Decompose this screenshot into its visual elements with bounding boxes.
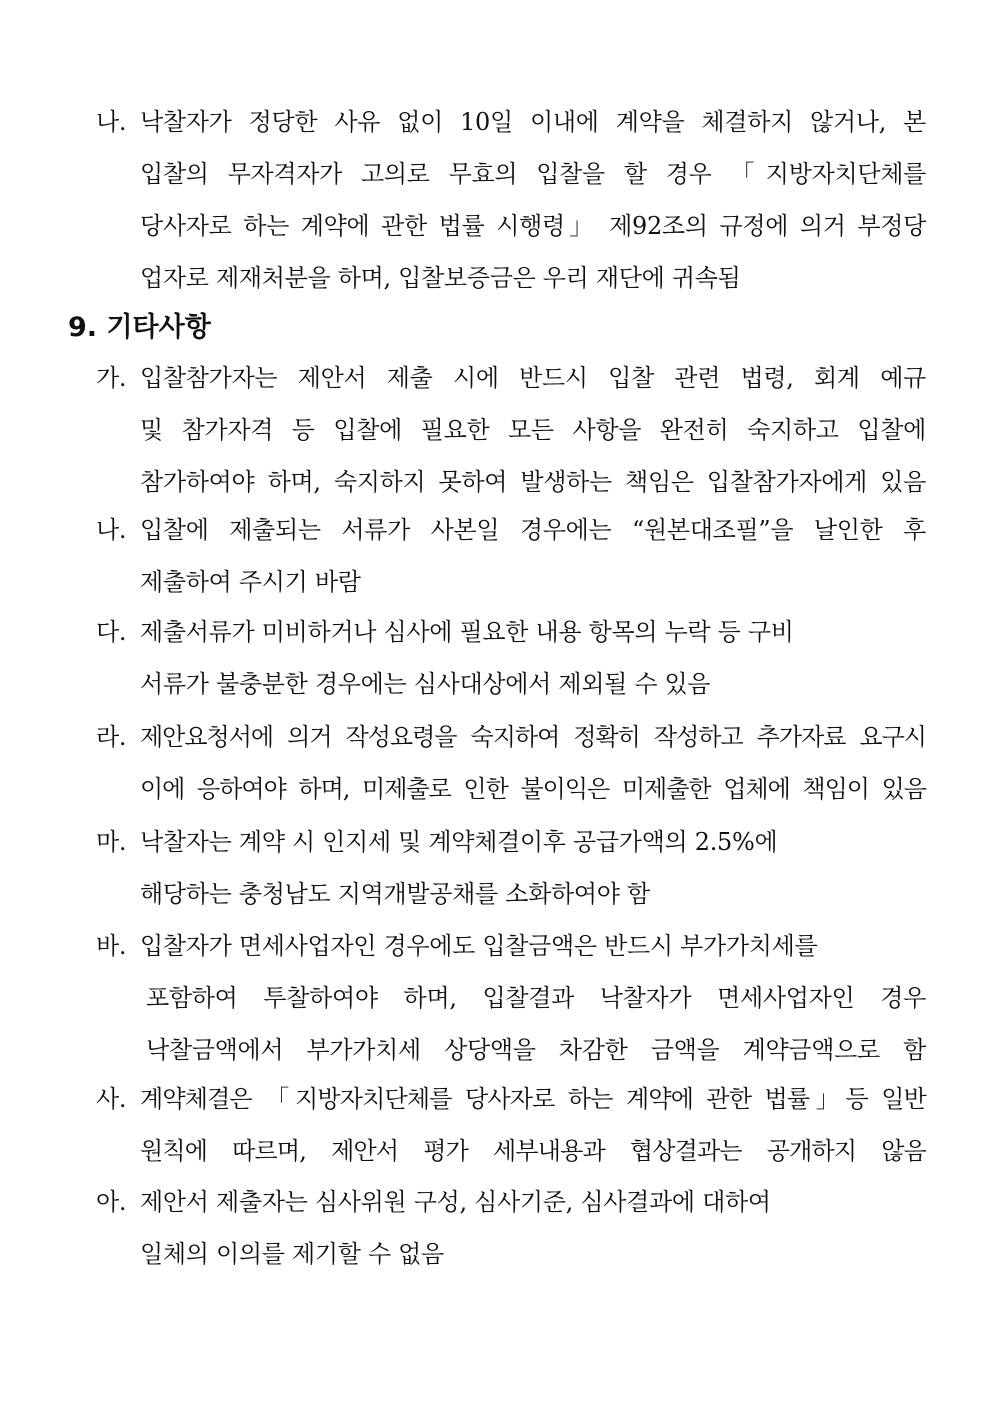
item-ga <box>96 352 926 508</box>
item-line: 이에 응하여야 하며, 미제출로 인한 불이익은 미제출한 업체에 책임이 있음 <box>140 775 926 803</box>
item-line: 및 참가자격 등 입찰에 필요한 모든 사항을 완전히 숙지하고 입찰에 <box>140 416 926 444</box>
item-label: 바. <box>96 932 127 960</box>
item-label: 아. <box>96 1188 127 1216</box>
item-label: 나. <box>96 108 127 136</box>
item-ba <box>96 920 926 1076</box>
item-line: 일체의 이의를 제기할 수 없음 <box>140 1240 444 1268</box>
item-line: 입찰자가 면세사업자인 경우에도 입찰금액은 반드시 부가가치세를 <box>140 932 818 960</box>
item-line: 제안서 제출자는 심사위원 구성, 심사기준, 심사결과에 대하여 <box>140 1188 771 1216</box>
item-line: 원칙에 따르며, 제안서 평가 세부내용과 협상결과는 공개하지 않음 <box>140 1137 926 1165</box>
item-line: 제안요청서에 의거 작성요령을 숙지하여 정확히 작성하고 추가자료 요구시 <box>140 723 926 751</box>
item-line: 입찰참가자는 제안서 제출 시에 반드시 입찰 관련 법령, 회계 예규 <box>140 364 926 392</box>
item-label: 사. <box>96 1085 127 1113</box>
item-label: 마. <box>96 828 127 856</box>
item-line: 참가하여야 하며, 숙지하지 못하여 발생하는 책임은 입찰참가자에게 있음 <box>140 468 926 496</box>
item-line: 제출하여 주시기 바람 <box>140 568 361 596</box>
section-heading: 9. 기타사항 <box>68 312 211 343</box>
item-line: 낙찰자는 계약 시 인지세 및 계약체결이후 공급가액의 2.5%에 <box>140 828 778 856</box>
item-label: 다. <box>96 618 127 646</box>
item-sa <box>96 1073 926 1177</box>
item-line: 제출서류가 미비하거나 심사에 필요한 내용 항목의 누락 등 구비 <box>140 618 794 646</box>
item-line: 낙찰금액에서 부가가치세 상당액을 차감한 금액을 계약금액으로 함 <box>146 1036 926 1064</box>
item-line: 업자로 제재처분을 하며, 입찰보증금은 우리 재단에 귀속됨 <box>140 264 741 292</box>
item-line: 입찰에 제출되는 서류가 사본일 경우에는 “원본대조필”을 날인한 후 <box>140 516 926 544</box>
prev-item-na <box>96 96 926 304</box>
item-line: 낙찰자가 정당한 사유 없이 10일 이내에 계약을 체결하지 않거나, 본 <box>140 108 926 136</box>
item-line: 계약체결은 「지방자치단체를 당사자로 하는 계약에 관한 법률」등 일반 <box>140 1085 926 1113</box>
item-na <box>96 504 926 608</box>
item-ra <box>96 711 926 815</box>
item-line: 해당하는 충청남도 지역개발공채를 소화하여야 함 <box>140 880 650 908</box>
item-a <box>96 1176 926 1280</box>
item-label: 가. <box>96 364 127 392</box>
item-ma <box>96 816 926 920</box>
item-line: 포함하여 투찰하여야 하며, 입찰결과 낙찰자가 면세사업자인 경우 <box>146 984 926 1012</box>
item-line: 입찰의 무자격자가 고의로 무효의 입찰을 할 경우 「지방자치단체를 <box>140 160 926 188</box>
item-label: 나. <box>96 516 127 544</box>
item-line: 서류가 불충분한 경우에는 심사대상에서 제외될 수 있음 <box>140 670 711 698</box>
item-label: 라. <box>96 723 127 751</box>
item-da <box>96 606 926 710</box>
item-line: 당사자로 하는 계약에 관한 법률 시행령」 제92조의 규정에 의거 부정당 <box>140 212 926 240</box>
